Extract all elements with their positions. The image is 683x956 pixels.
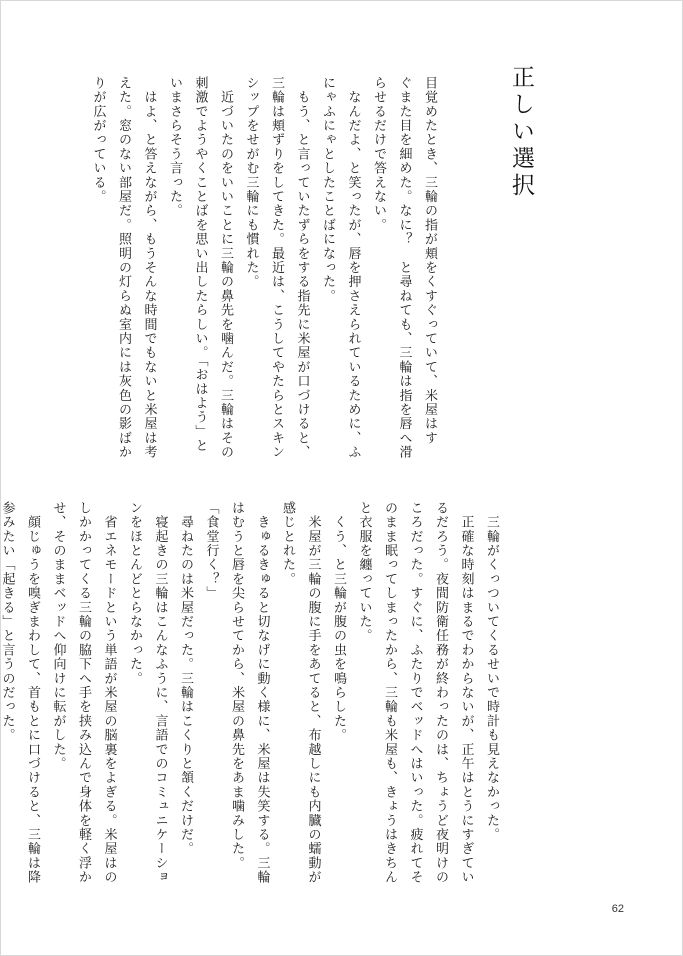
chapter-title: 正しい選択 [508, 65, 534, 200]
text-line: いまさらそう言った。 [167, 76, 182, 218]
text-line: 刺激でようやくことばを思い出したらしい。「おはよう」と [192, 76, 208, 453]
text-line: シップをせがむ三輪にも慣れた。 [243, 76, 259, 289]
text-line: くう、と三輪が腹の虫を鳴らした。 [331, 501, 346, 743]
text-line: きゅるきゅると切なげに動く様に、米屋は失笑する。三輪 [254, 501, 270, 885]
text-line: 米屋が三輪の腹に手をあてると、布越しにも内臓の蠕動が [305, 501, 321, 885]
text-line: 目覚めたとき、三輪の指が頬をくすぐっていて、米屋はす [422, 76, 437, 446]
text-line: なんだよ、と笑ったが、唇を押さえられているために、ふ [345, 76, 361, 460]
text-line: ンをほとんどとらなかった。 [127, 501, 142, 686]
text-line: せ、そのままベッドへ仰向けに転がした。 [50, 501, 66, 771]
text-line: りが広がっている。 [90, 76, 106, 204]
text-line: 感じとれた。 [280, 501, 295, 587]
text-line: 三輪がくっついてくるせいで時計も見えなかった。 [484, 501, 499, 842]
text-line: 尋ねたのは米屋だった。三輪はこくりと頷くだけだ。 [178, 501, 193, 856]
text-line: はむうと唇を尖らせてから、米屋の鼻先をあま噛みした。 [229, 501, 244, 871]
upper-text-block [90, 76, 442, 466]
text-line: はよ、と答えながら、もうそんな時間でもないと米屋は考 [141, 76, 157, 460]
text-line: 正確な時刻はまるでわからないが、正午はとうにすぎてい [458, 501, 474, 885]
text-line: のまま眠ってしまったから、三輪も米屋も、きょうはきちん [382, 501, 397, 885]
text-line: えた。窓のない部屋だ。照明の灯らぬ室内には灰色の影ばか [116, 76, 131, 460]
text-line: ころだった。すぐに、ふたりでベッドへはいった。疲れてそ [407, 501, 423, 885]
lower-text-block [0, 501, 504, 893]
text-line: 寝起きの三輪はこんなふうに、言語でのコミュニケーショ [152, 501, 168, 885]
text-line: 省エネモードという単語が米屋の脳裏をよぎる。米屋はの [101, 501, 117, 885]
text-line: 参みたい「起きる」と言うのだった。 [0, 501, 15, 743]
text-line: 三輪は頬ずりをしてきた。最近は、こうしてやたらとスキン [269, 76, 284, 460]
text-line: るだろう。夜間防衛任務が終わったのは、ちょうど夜明けの [433, 501, 448, 885]
text-line: ぐまた目を細めた。なに？ と尋ねても、三輪は指を唇へ滑 [396, 76, 412, 460]
text-line: 「食堂行く？」 [203, 501, 219, 601]
text-line: にゃふにゃとしたことばになった。 [320, 76, 335, 304]
text-line: もう、と言っていたずらをする指先に米屋が口づけると、 [294, 76, 310, 460]
text-line: らせるだけで答えない。 [371, 76, 386, 233]
text-line: 近づいたのをいいことに三輪の鼻先を噛んだ。三輪はその [218, 76, 233, 460]
text-line: と衣服を纏っていた。 [356, 501, 372, 643]
page-number: 62 [611, 903, 624, 915]
text-line: しかかってくる三輪の脇下へ手を挟み込んで身体を軽く浮か [76, 501, 91, 885]
text-line: 顔じゅうを嗅ぎまわして、首もとに口づけると、三輪は降 [25, 501, 40, 885]
